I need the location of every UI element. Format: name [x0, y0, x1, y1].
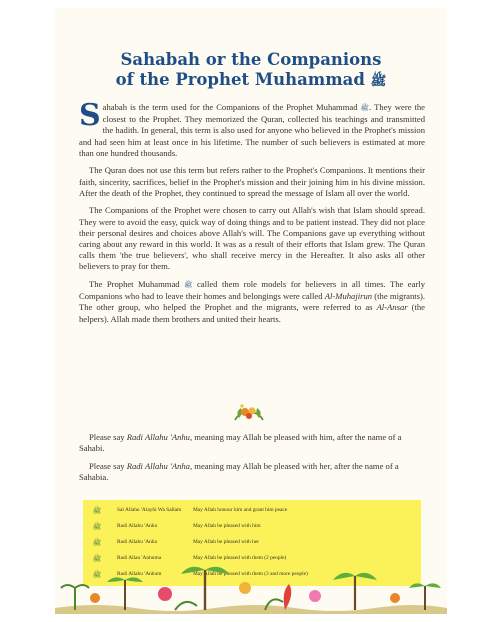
title-line-1: Sahabah or the Companions — [120, 50, 382, 69]
paragraph-1: Sahabah is the term used for the Companions of the Prophet Muhammad ﷺ. They were the closest to the Prophet. They memorized the Quran, collected his teachings and transmitted the hadith. In general, this term is also used for anyone who believed in the Prophet's mission and had seen him at least once in his lifetime. The number of such believers is estimated at more than one hundred thousands. — [79, 98, 425, 158]
legend-row: ﷺ Radi Allahu 'Anha May Allah be pleased with her — [92, 539, 260, 547]
salawat-symbol-icon: ﷺ — [360, 104, 370, 112]
legend-row: ﷺ Radi Allau 'Anhuma May Allah be pleased with them (2 people) — [92, 555, 287, 563]
honorific-symbol-icon: ﷺ — [92, 523, 102, 531]
honorific-symbol-icon: ﷺ — [92, 555, 102, 563]
salawat-symbol-icon: ﷺ — [370, 74, 387, 89]
honorific-symbol-icon: ﷺ — [92, 507, 102, 515]
paragraph-3: The Companions of the Prophet were chosen to carry out Allah's wish that Islam should spread. They were to avoid the easy, quick way of doing things and to be patient instead. They did not place their personal desires and choices above Allah's will. The Companions gave up everything without caring about any reward in this world. It was as a result of their efforts that Islam grew. The Quran calls them 'the true believers', who shall receive mercy in the Hereafter. It also asks all other believers to pray for them. — [79, 205, 425, 272]
salawat-symbol-icon: ﷺ — [184, 281, 193, 290]
note-sahabi: Please say Radi Allahu 'Anhu, meaning may Allah be pleased with him, after the name of a Sahabi. — [79, 432, 402, 454]
honorific-symbol-icon: ﷺ — [92, 571, 102, 579]
honorific-symbol-icon: ﷺ — [92, 539, 102, 547]
note-sahabia: Please say Radi Allahu 'Anha, meaning may Allah be pleased with her, after the name of a Sahabia. — [79, 460, 399, 483]
article-body — [79, 98, 425, 331]
paragraph-4: The Prophet Muhammad ﷺ called them role models for believers in all times. The early Companions who had to leave their homes and belongings were called Al-Muhajirun (the migrants). The other group, who helped the Prophet and the migrants, were referred to as Al-Ansar (the helpers). Allah made them brothers and united their hearts. — [79, 279, 425, 324]
book-page — [55, 8, 447, 614]
usage-notes — [79, 432, 425, 490]
page-title — [55, 50, 447, 92]
legend-row: ﷺ Sal Allahu 'Alayhi Wa Sallam May Allah honour him and grant him peace — [92, 507, 288, 515]
paragraph-2: The Quran does not use this term but refers rather to the Prophet's Companions. It mentions their faith, sincerity, sacrifices, belief in the Prophet's mission and their joining him in his divine mission. After the death of the Prophet, they continued to spread the message of Islam all over the world. — [79, 165, 425, 198]
decorative-plant-border-icon — [55, 558, 447, 614]
floral-ornament-icon — [231, 400, 267, 426]
legend-row: ﷺ Radi Allahu 'Anhum May Allah be pleased with them (3 and more people) — [92, 571, 308, 579]
title-line-2: of the Prophet Muhammad ﷺ — [115, 70, 387, 89]
legend-row: ﷺ Radi Allahu 'Anhu May Allah be pleased with him — [92, 523, 261, 531]
drop-cap: S — [79, 98, 101, 133]
